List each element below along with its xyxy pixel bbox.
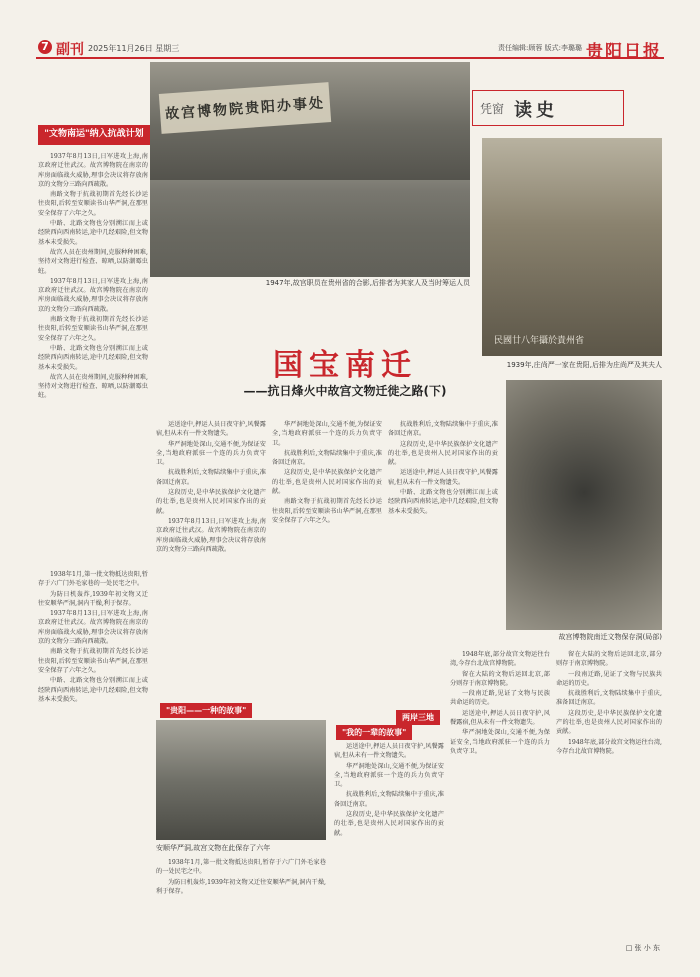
lower-left-text [38, 570, 148, 935]
left-paragraph: 南路文物于抗战初期首先经长沙运往贵阳,后转至安顺读书山华严洞,在那里安全保存了六年之久。 [38, 316, 148, 342]
right-paragraph: 这段历史,是中华民族保护文化遗产的壮举,也是贵州人民对国家作出的贡献。 [556, 709, 662, 736]
mid-paragraph: 华严洞地处深山,交通不便,为保证安全,当地政府派驻一个连的兵力负责守卫。 [272, 421, 382, 447]
left-paragraph: 中路、北路文物也分别溯江而上或经陕西向西南转运,途中几经艰险,但文物基本未受损失。 [38, 220, 148, 246]
family-photo-inscription: 民國廿八年攝於貴州省 [494, 336, 585, 346]
column-logo [470, 88, 660, 128]
left-paragraph: 中路、北路文物也分别溯江而上或经陕西向西南转运,途中几经艰险,但文物基本未受损失。 [38, 344, 148, 371]
left-paragraph: 故宫人员在贵州期间,克服种种困难,坚持对文物进行检查、晾晒,以防潮霉虫蛀。 [38, 248, 148, 275]
cave-photo [506, 380, 662, 630]
mid-paragraph: 南路文物于抗战初期首先经长沙运往贵阳,后转至安顺读书山华严洞,在那里安全保存了六年之久。 [272, 498, 382, 524]
col2-lower-text [156, 858, 326, 943]
mid-paragraph: 这段历史,是中华民族保护文化遗产的壮举,也是贵州人民对国家作出的贡献。 [156, 489, 266, 515]
mid-paragraph: 华严洞地处深山,交通不便,为保证安全,当地政府派驻一个连的兵力负责守卫。 [334, 762, 444, 789]
mid-paragraph: 这段历史,是中华民族保护文化遗产的壮举,也是贵州人民对国家作出的贡献。 [334, 811, 444, 837]
left-paragraph: 1937年8月13日,日军进攻上海,南京政府迁往武汉。故宫博物院在南京的库房面临战火威胁,理事会决议将存放南京的文物分三路向西疏散。 [38, 610, 148, 646]
village-photo-caption: 安顺华严洞,故宫文物在此保存了六年 [156, 844, 271, 852]
mid-paragraph: 华严洞地处深山,交通不便,为保证安全,当地政府派驻一个连的兵力负责守卫。 [156, 440, 266, 467]
mid-paragraph: 运送途中,押运人员日夜守护,风餐露宿,但从未有一件文物遗失。 [388, 469, 498, 486]
group-photo-caption: 1947年,故宫职员在贵州省的合影,后排者为其家人及当时筹运人员 [265, 279, 470, 287]
left-column-heading: "文物南运"纳入抗战计划 [38, 125, 150, 145]
page-number-badge: 7 [38, 40, 52, 54]
left-paragraph: 1937年8月13日,日军进攻上海,南京政府迁往武汉。故宫博物院在南京的库房面临战火威胁,理事会决议将存放南京的文物分三路向西疏散。 [38, 153, 148, 188]
mid-paragraph: 抗战胜利后,文物陆续集中于重庆,准备回迁南京。 [334, 791, 444, 808]
date-line: 2025年11月26日 星期三 [88, 44, 180, 53]
right-paragraph: 一段南迁路,见证了文物与民族共命运的历史。 [556, 670, 662, 687]
section-name: 副刊 [56, 42, 84, 58]
col5-text [450, 650, 550, 940]
right-paragraph: 运送途中,押运人员日夜守护,风餐露宿,但从未有一件文物遗失。 [450, 709, 550, 727]
sub-headline: ——抗日烽火中故宫文物迁徙之路(下) [243, 384, 447, 398]
right-paragraph: 留在大陆的文物后运回北京,部分则存于南京博物院。 [556, 651, 662, 668]
header-rule [36, 57, 664, 59]
left-paragraph: 为防日机轰炸,1939年初文物又迁往安顺华严洞,洞内干燥,利于保存。 [38, 590, 148, 607]
right-paragraph: 华严洞地处深山,交通不便,为保证安全,当地政府派驻一个连的兵力负责守卫。 [450, 729, 550, 755]
left-paragraph: 中路、北路文物也分别溯江而上或经陕西向西南转运,途中几经艰险,但文物基本未受损失。 [38, 677, 148, 703]
column-label-small: 凭窗 [480, 102, 505, 116]
mid-paragraph: 中路、北路文物也分别溯江而上或经陕西向西南转运,途中几经艰险,但文物基本未受损失。 [388, 489, 498, 515]
sub-heading-left: "贵阳——一种的故事" [160, 703, 252, 718]
column-label-big: 读史 [514, 100, 558, 121]
left-paragraph: 南路文物于抗战初期首先经长沙运往贵阳,后转至安顺读书山华严洞,在那里安全保存了六年之久。 [38, 648, 148, 674]
left-paragraph: 故宫人员在贵州期间,克服种种困难,坚持对文物进行检查、晾晒,以防潮霉虫蛀。 [38, 373, 148, 400]
mid-paragraph: 这段历史,是中华民族保护文化遗产的壮举,也是贵州人民对国家作出的贡献。 [272, 469, 382, 496]
mid-paragraph: 抗战胜利后,文物陆续集中于重庆,准备回迁南京。 [156, 469, 266, 486]
col3-text [272, 420, 382, 705]
right-paragraph: 抗战胜利后,文物陆续集中于重庆,准备回迁南京。 [556, 690, 662, 707]
mid-paragraph: 这段历史,是中华民族保护文化遗产的壮举,也是贵州人民对国家作出的贡献。 [388, 440, 498, 467]
right-paragraph: 留在大陆的文物后运回北京,部分则存于南京博物院。 [450, 670, 550, 687]
col6-text [556, 650, 662, 940]
mid-paragraph: 抗战胜利后,文物陆续集中于重庆,准备回迁南京。 [388, 421, 498, 438]
editors-line: 责任编辑:顾蓉 版式:李璐璐 [498, 44, 582, 52]
col2-text [156, 420, 266, 700]
sub-heading-mid: "我的一辈的故事" [336, 725, 412, 740]
left-paragraph: 1938年1月,第一批文物抵达贵阳,暂存于六广门外毛家巷的一处民宅之中。 [38, 571, 148, 588]
mid-paragraph: 为防日机轰炸,1939年初文物又迁往安顺华严洞,洞内干燥,利于保存。 [156, 878, 326, 895]
sub-heading-right: 两岸三地 [396, 710, 440, 725]
mid-paragraph: 抗战胜利后,文物陆续集中于重庆,准备回迁南京。 [272, 449, 382, 467]
family-photo-caption: 1939年,庄尚严一家在贵阳,后排为庄尚严及其夫人 [506, 361, 662, 369]
page-header [0, 0, 700, 62]
left-column-text [38, 152, 148, 562]
mid-paragraph: 运送途中,押运人员日夜守护,风餐露宿,但从未有一件文物遗失。 [334, 743, 444, 760]
left-paragraph: 1937年8月13日,日军进攻上海,南京政府迁往武汉。故宫博物院在南京的库房面临战火威胁,理事会决议将存放南京的文物分三路向西疏散。 [38, 277, 148, 313]
family-photo [482, 138, 662, 356]
right-paragraph: 1948年底,部分故宫文物运往台湾,今存台北故宫博物院。 [450, 651, 550, 668]
group-photo-foreground [150, 180, 470, 277]
mid-paragraph: 1938年1月,第一批文物抵达贵阳,暂存于六广门外毛家巷的一处民宅之中。 [156, 859, 326, 876]
village-photo [156, 720, 326, 840]
right-paragraph: 1948年底,部分故宫文物运往台湾,今存台北故宫博物院。 [556, 738, 662, 755]
cave-photo-caption: 故宫博物院南迁文物保存洞(局部) [558, 633, 662, 641]
right-paragraph: 一段南迁路,见证了文物与民族共命运的历史。 [450, 690, 550, 707]
col3-lower-text [334, 742, 444, 942]
main-headline: 国宝南迁 [273, 348, 417, 383]
author-byline: □ 张 小 东 [625, 944, 660, 952]
mid-paragraph: 运送途中,押运人员日夜守护,风餐露宿,但从未有一件文物遗失。 [156, 421, 266, 438]
left-paragraph: 南路文物于抗战初期首先经长沙运往贵阳,后转至安顺读书山华严洞,在那里安全保存了六年之久。 [38, 191, 148, 217]
mid-paragraph: 1937年8月13日,日军进攻上海,南京政府迁往武汉。故宫博物院在南京的库房面临战火威胁,理事会决议将存放南京的文物分三路向西疏散。 [156, 517, 266, 553]
newspaper-brand: 贵阳日报 [586, 42, 662, 62]
photo-banner-text: 故宫博物院贵阳办事处 [159, 82, 331, 134]
